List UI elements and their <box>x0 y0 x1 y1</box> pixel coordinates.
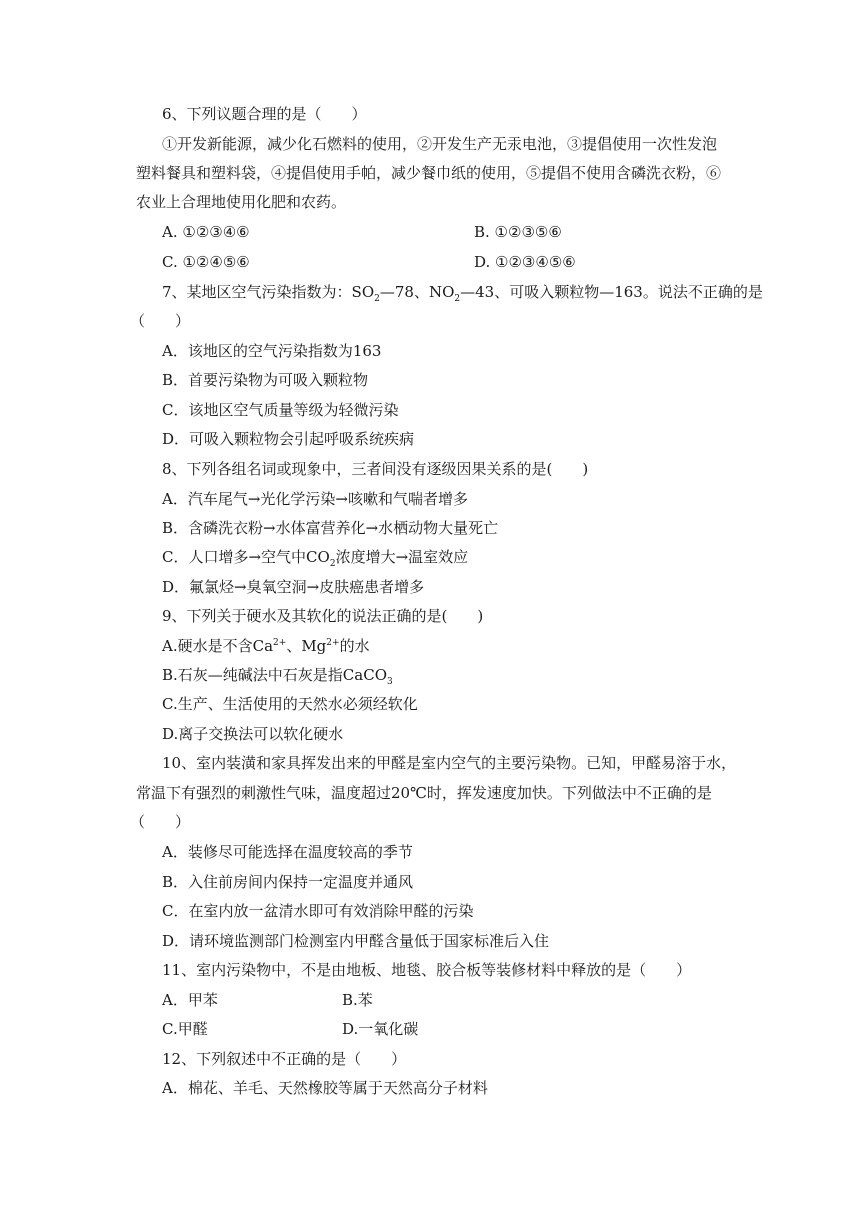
q11-option-a: A．甲苯 <box>162 991 218 1009</box>
q10-answer-paren: （ ） <box>130 813 191 831</box>
q6-option-b: B. ①②③⑤⑥ <box>474 223 562 241</box>
q11-stem: 11、室内污染物中，不是由地板、地毯、胶合板等装修材料中释放的是（ ） <box>162 961 692 979</box>
q6-stem: 6、下列议题合理的是（ ） <box>162 105 367 123</box>
q9-option-c: C.生产、生活使用的天然水必须经软化 <box>162 695 418 713</box>
q8-option-b: B．含磷洗衣粉→水体富营养化→水栖动物大量死亡 <box>162 519 499 537</box>
q12-option-a: A．棉花、羊毛、天然橡胶等属于天然高分子材料 <box>162 1079 488 1097</box>
q7-option-a: A．该地区的空气污染指数为163 <box>162 342 382 360</box>
q9-option-a: A.硬水是不含$Ca^{2+}$、$Mg^{2+}$的水 <box>162 637 370 655</box>
q7-option-c: C．该地区空气质量等级为轻微污染 <box>162 401 399 419</box>
q7-answer-paren: （ ） <box>130 312 191 330</box>
q6-option-a: A. ①②③④⑥ <box>162 223 250 241</box>
q8-option-c: C．人口增多→空气中$CO_2$浓度增大→温室效应 <box>162 548 469 569</box>
q7-option-d: D．可吸入颗粒物会引起呼吸系统疾病 <box>162 430 415 448</box>
q11-option-c: C.甲醛 <box>162 1020 208 1038</box>
q11-option-b: B.苯 <box>342 991 373 1009</box>
q10-option-c: C．在室内放一盆清水即可有效消除甲醛的污染 <box>162 902 474 920</box>
q6-text-line3: 农业上合理地使用化肥和农药。 <box>136 193 347 211</box>
q11-option-d: D.一氧化碳 <box>342 1020 419 1038</box>
q9-stem: 9、下列关于硬水及其软化的说法正确的是( ) <box>162 607 484 625</box>
q6-option-c: C. ①②④⑤⑥ <box>162 253 250 271</box>
q8-stem: 8、下列各组名词或现象中，三者间没有逐级因果关系的是( ) <box>162 460 589 478</box>
q7-stem: 7、某地区空气污染指数为：$SO_2—78$、$NO_2—43$、可吸入颗粒物—163。说法不正确的是 <box>162 283 763 304</box>
q10-text-line1: 10、室内装潢和家具挥发出来的甲醛是室内空气的主要污染物。已知，甲醛易溶于水， <box>162 754 737 772</box>
q8-option-a: A．汽车尾气→光化学污染→咳嗽和气喘者增多 <box>162 490 468 508</box>
q10-option-b: B．入住前房间内保持一定温度并通风 <box>162 873 414 891</box>
q6-text-line2: 塑料餐具和塑料袋，④提倡使用手帕，减少餐巾纸的使用，⑤提倡不使用含磷洗衣粉，⑥ <box>136 164 722 182</box>
q12-stem: 12、下列叙述中不正确的是（ ） <box>162 1050 407 1068</box>
q7-option-b: B．首要污染物为可吸入颗粒物 <box>162 371 369 389</box>
q11-options-row1 <box>162 990 762 1010</box>
q6-options-row2 <box>162 252 762 272</box>
q9-option-b: B.石灰—纯碱法中石灰是指CaCO$_3$ <box>162 666 393 687</box>
q6-option-d: D. ①②③④⑤⑥ <box>474 253 576 271</box>
q8-option-d: D．氟氯烃→臭氧空洞→皮肤癌患者增多 <box>162 578 425 596</box>
q11-options-row2 <box>162 1019 762 1039</box>
q6-text-line1: ①开发新能源，减少化石燃料的使用，②开发生产无汞电池，③提倡使用一次性发泡 <box>162 135 718 153</box>
q10-text-line2: 常温下有强烈的刺激性气味，温度超过20℃时，挥发速度加快。下列做法中不正确的是 <box>136 784 712 802</box>
q10-option-d: D．请环境监测部门检测室内甲醛含量低于国家标准后入住 <box>162 932 550 950</box>
q10-option-a: A．装修尽可能选择在温度较高的季节 <box>162 843 413 861</box>
q6-options-row1 <box>162 222 762 242</box>
q9-option-d: D.离子交换法可以软化硬水 <box>162 725 344 743</box>
